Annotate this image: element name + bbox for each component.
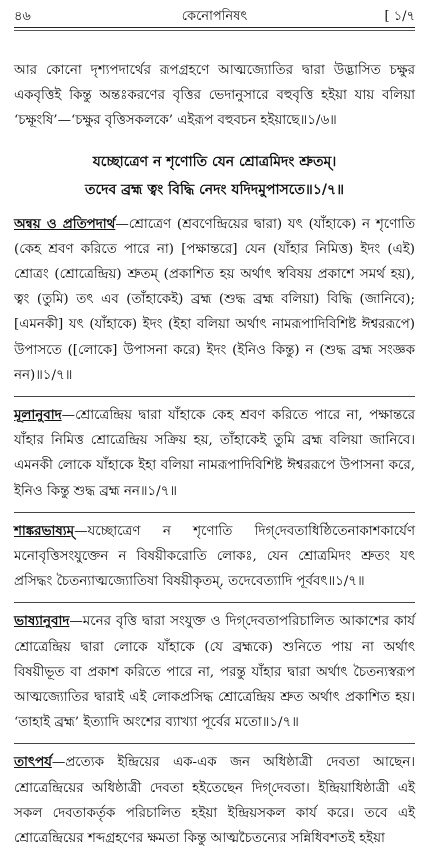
- anvaya-label: অন্বয় ও প্রতিপদার্থ: [14, 215, 116, 232]
- section-reference: [ ১/৭: [384, 9, 415, 24]
- section-divider: [14, 396, 415, 397]
- section-divider: [14, 743, 415, 744]
- section-divider: [14, 512, 415, 513]
- shankarabhashya-label: শাঙ্করভাষ্যম্‌: [14, 522, 75, 539]
- section-divider: [14, 602, 415, 603]
- anvaya-paragraph: [14, 212, 415, 388]
- header-rule: [14, 27, 415, 28]
- verse-line-2: তদেব ব্রহ্ম ত্বং বিদ্ধি নেদং যদিদমুপাসতে॥১/৭॥: [84, 181, 345, 198]
- mulanuvad-text: —শ্রোত্রেন্দ্রিয় দ্বারা যাঁহাকে কেহ শ্রবণ করিতে পারে না, পক্ষান্তরে যাঁহার নিমিত্ত শ্রোত্রেন্দ্রিয় সক্রিয় হয়, তাঁহাকেই তুমি ব্রহ্ম বলিয়া জানিবে। এমনকী লোকে যাঁহাকে ইহা বলিয়া নামরূপাদিবিশিষ্ট ঈশ্বররূপে উপাসনা করে, ইনিও কিন্তু শুদ্ধ ব্রহ্ম নন॥১/৭॥: [14, 408, 415, 499]
- shankarabhashya-text: —যচ্ছোত্রেণ ন শৃণোতি দিগ্‌দেবতাধিষ্ঠিতেনাকাশকার্যেণ মনোবৃত্তিসংযুক্তেন ন বিষয়ীকরোতি লোকঃ, যেন শ্রোত্রমিদং শ্রুতং যৎ প্রসিদ্ধং চৈতন্যাত্মজ্যোতিষা বিষয়ীকৃতম্‌, তদেবেত্যাদি পূর্ববৎ॥১/৭॥: [14, 523, 415, 590]
- verse-line-1: যচ্ছোত্রেণ ন শৃণোতি যেন শ্রোত্রমিদং শ্রুতম্‌।: [92, 153, 337, 170]
- bhashyanuvad-paragraph: [14, 609, 415, 735]
- bhashyanuvad-label: ভাষ্যানুবাদ: [14, 613, 70, 630]
- mulanuvad-paragraph: [14, 403, 415, 504]
- bhashyanuvad-text: —মনের বৃত্তি দ্বারা সংযুক্ত ও দিগ্‌দেবতাপরিচালিত আকাশের কার্য শ্রোত্রেন্দ্রিয় দ্বারা লোকে যাঁহাকে (যে ব্রহ্মকে) শুনিতে পায় না অর্থাৎ বিষয়ীভূত বা প্রকাশ করিতে পারে না, পরন্তু যাঁহার দ্বারা অর্থাৎ চৈতন্যস্বরূপ আত্মজ্যোতির দ্বারাই এই লোকপ্রসিদ্ধ শ্রোত্রেন্দ্রিয় শ্রুত অর্থাৎ প্রকাশিত হয়। ‘তাহাই ব্রহ্ম’ ইত্যাদি অংশের ব্যাখ্যা পূর্বের মতো॥১/৭॥: [14, 614, 415, 731]
- header-rule-thin: [14, 30, 415, 31]
- intro-paragraph: আর কোনো দৃশ্যপদার্থের রূপগ্রহণে আত্মজ্যোতির দ্বারা উদ্ভাসিত চক্ষুর একবৃত্তিই কিন্তু অন্তঃকরণের বৃত্তির ভেদানুসারে বহুবৃত্তি হইয়া যায় বলিয়া ‘চক্ষূংষি’—‘চক্ষুর বৃত্তিসকলকে’ এইরূপ বহুবচন হইয়াছে॥১/৬॥: [14, 63, 415, 129]
- anvaya-text: —শ্রোত্রেণ (শ্রবণেন্দ্রিয়ের দ্বারা) যৎ (যাঁহাকে) ন শৃণোতি (কেহ শ্রবণ করিতে পারে না) [পক্ষান্তরে] যেন (যাঁহার নিমিত্ত) ইদং (এই) শ্রোত্রং (শ্রোত্রেন্দ্রিয়) শ্রুতম্‌ (প্রকাশিত হয় অর্থাৎ স্ববিষয় প্রকাশে সমর্থ হয়), ত্বং (তুমি) তৎ এব (তাঁহাকেই) ব্রহ্ম (শুদ্ধ ব্রহ্ম বলিয়া) বিদ্ধি (জানিবে); [এমনকী] যৎ (যাঁহাকে) ইদং (ইহা বলিয়া অর্থাৎ নামরূপাদিবিশিষ্ট ঈশ্বররূপে) উপাসতে ([লোকে] উপাসনা করে) ইদং (ইনিও কিন্তু) ন (শুদ্ধ ব্রহ্ম সংজ্ঞক নন)॥১/৭॥: [14, 216, 415, 383]
- page-content: [14, 58, 415, 851]
- mulanuvad-label: মূলানুবাদ: [14, 407, 62, 424]
- tatparya-paragraph: [14, 750, 415, 851]
- tatparya-label: তাৎপর্য: [14, 754, 52, 771]
- running-title: কেনোপনিষৎ: [181, 9, 248, 24]
- shankarabhashya-paragraph: [14, 519, 415, 595]
- tatparya-text: —প্রত্যেক ইন্দ্রিয়ের এক-এক জন অধিষ্ঠাত্রী দেবতা আছেন। শ্রোত্রেন্দ্রিয়ের অধিষ্ঠাত্রী দেবতা হইতেছেন দিগ্‌দেবতা। ইন্দ্রিয়াধিষ্ঠাত্রী এই সকল দেবতাকর্তৃক পরিচালিত হইয়া ইন্দ্রিয়সকল কার্য করে। তবে এই শ্রোত্রেন্দ্রিয়ের শব্দগ্রহণের ক্ষমতা কিন্তু আত্মচৈতন্যের সন্নিধিবশতই হইয়া: [14, 755, 415, 847]
- page-number: ৪৬: [14, 9, 31, 24]
- verse-block: [14, 148, 415, 204]
